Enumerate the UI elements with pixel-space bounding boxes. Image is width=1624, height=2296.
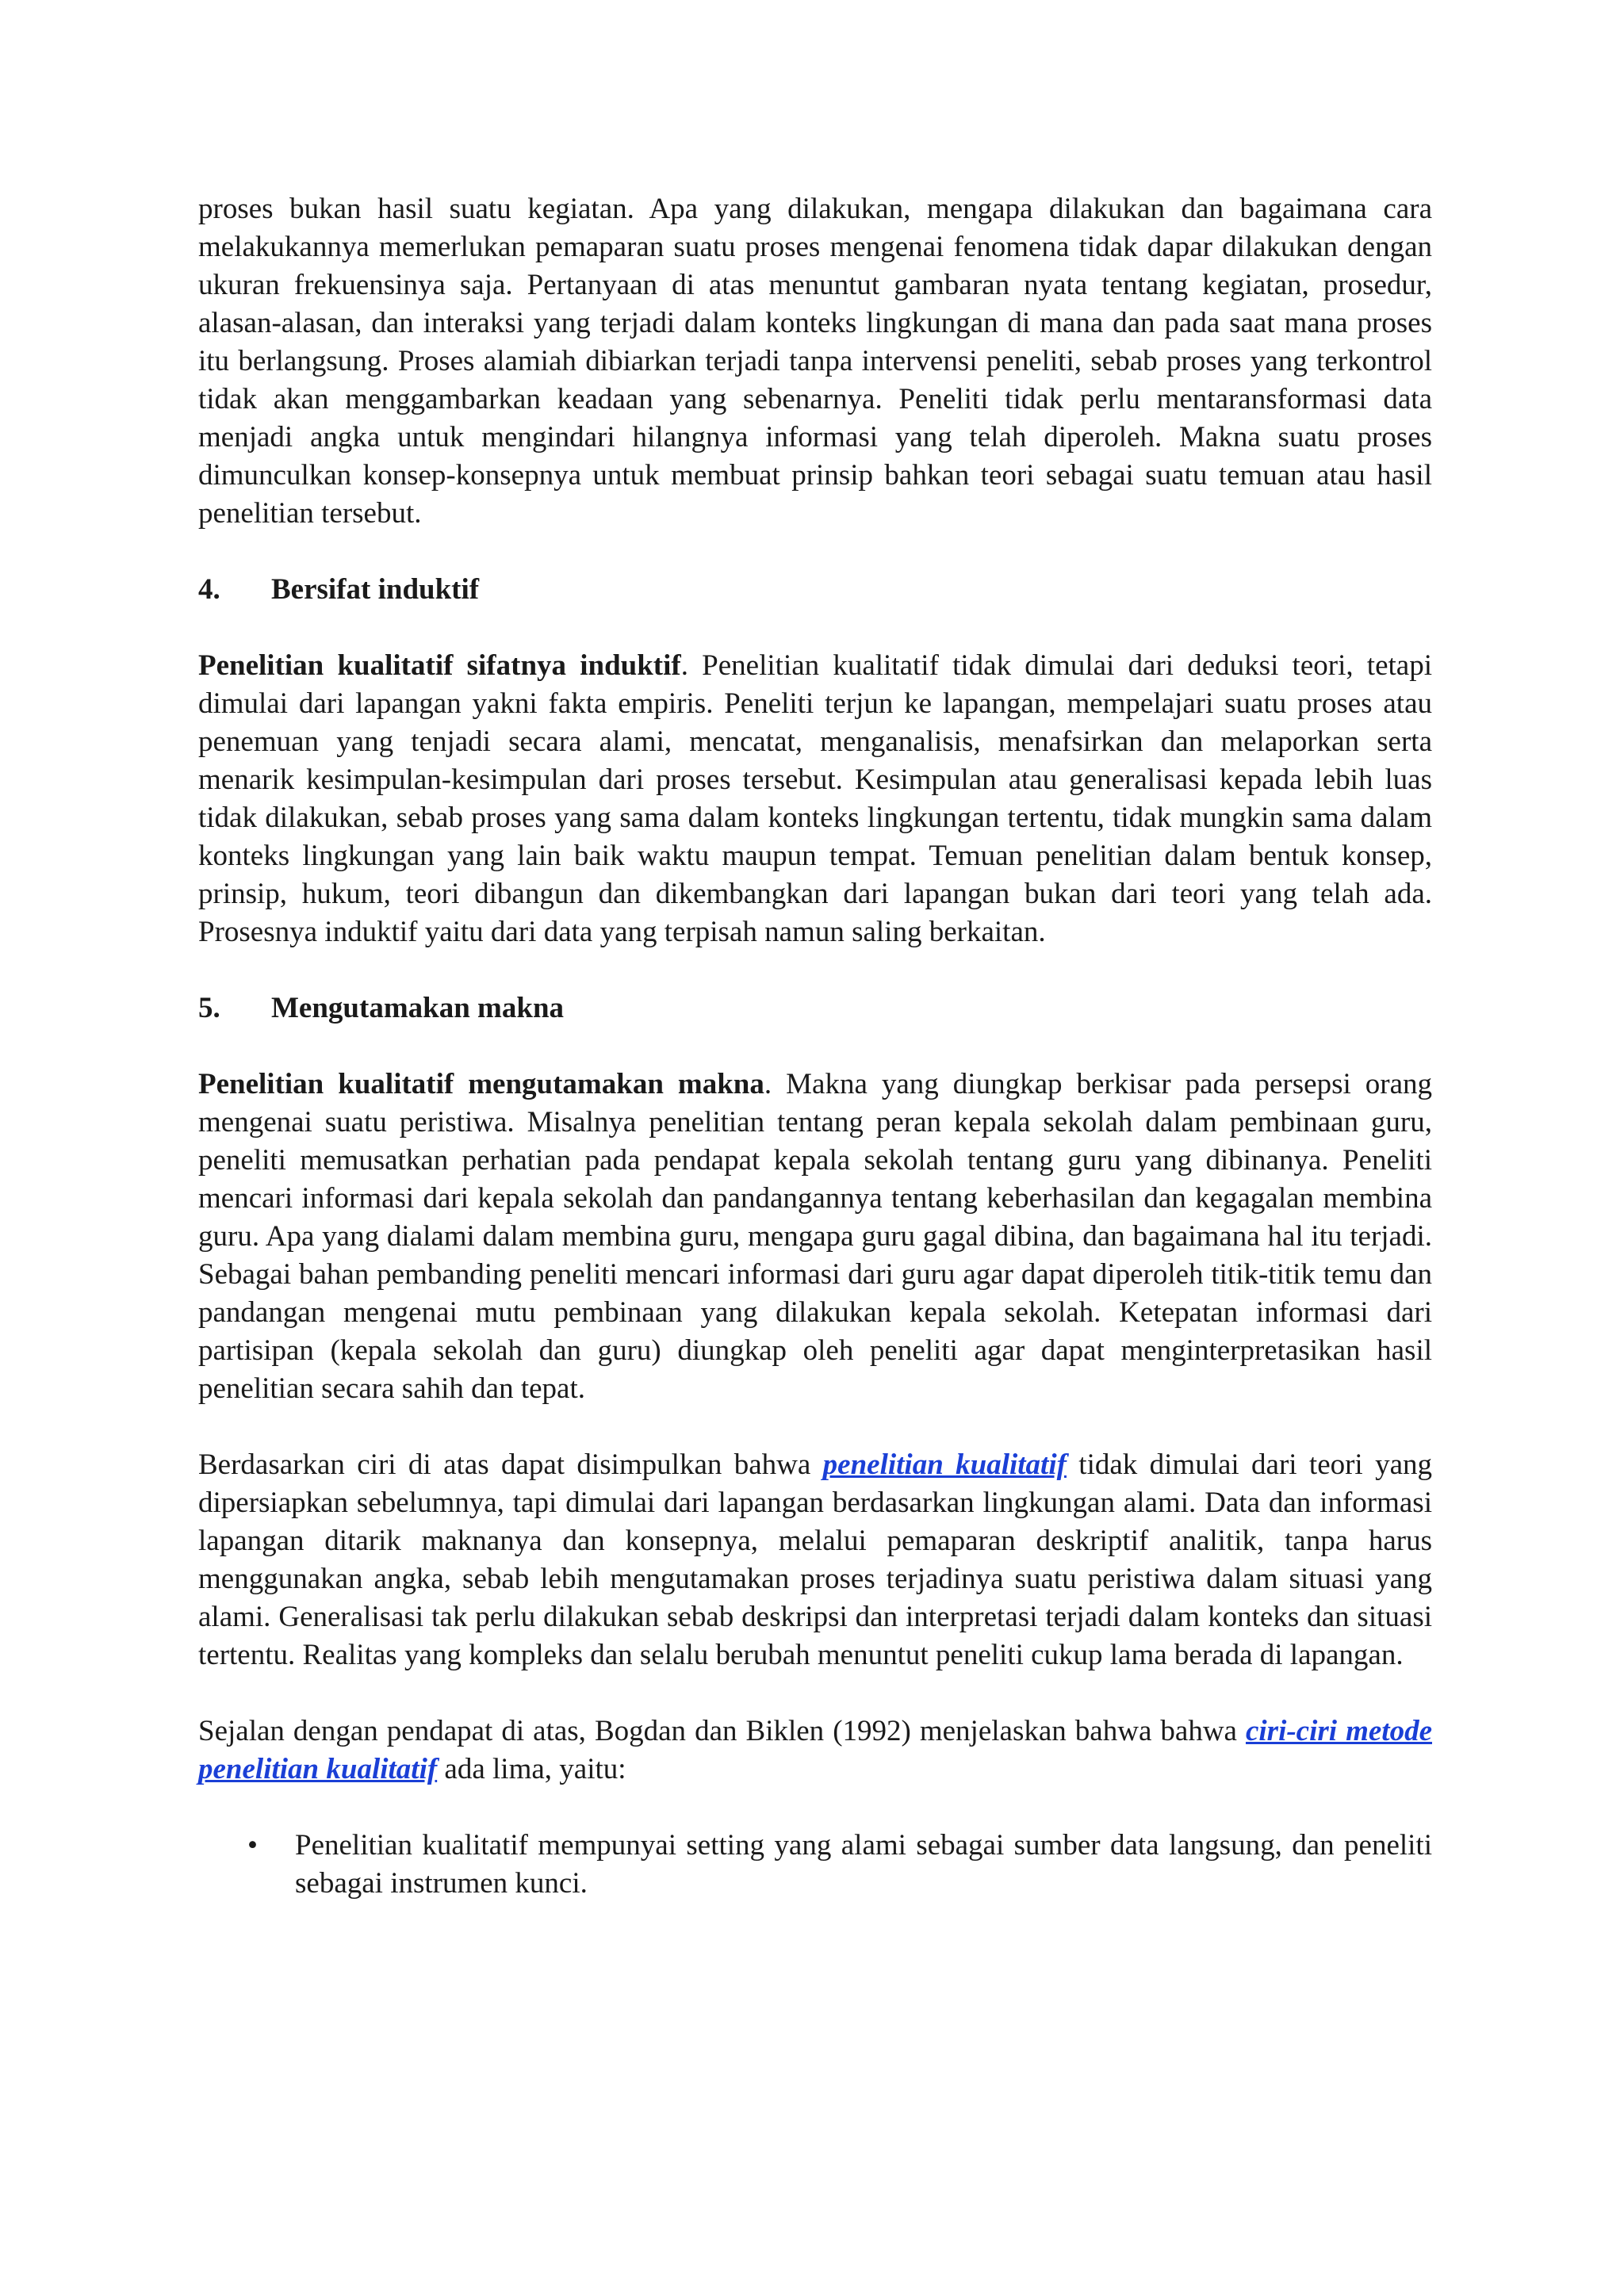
list-item (198, 1827, 1432, 1903)
section-5-paragraph (198, 1066, 1432, 1408)
section-4-lead: Penelitian kualitatif sifatnya induktif (198, 649, 681, 682)
section-5-number: 5. (198, 992, 220, 1024)
section-4-number: 4. (198, 573, 220, 606)
section-4-title: Bersifat induktif (271, 573, 480, 606)
bullet-icon: • (247, 1829, 258, 1862)
bogdan-paragraph (198, 1712, 1432, 1789)
conclusion-paragraph (198, 1446, 1432, 1674)
list-item-text: Penelitian kualitatif mempunyai setting yang alami sebagai sumber data langsung, dan peneliti sebagai instrumen kunci. (295, 1829, 1432, 1900)
conclusion-text-after: tidak dimulai dari teori yang dipersiapkan sebelumnya, tapi dimulai dari lapangan berdasarkan lingkungan alami. Data dan informasi lapangan ditarik maknanya dan konsepnya, melalui pemaparan deskriptif analitik, tanpa harus menggunakan angka, sebab lebih mengutamakan proses terjadinya suatu peristiwa dalam situasi yang alami. Generalisasi tak perlu dilakukan sebab deskripsi dan interpretasi terjadi dalam konteks dan situasi tertentu. Realitas yang kompleks dan selalu berubah menuntut peneliti cukup lama berada di lapangan. (198, 1448, 1432, 1671)
section-4-body: . Penelitian kualitatif tidak dimulai dari deduksi teori, tetapi dimulai dari lapangan yakni fakta empiris. Peneliti terjun ke lapangan, mempelajari suatu proses atau penemuan yang tenjadi secara alami, mencatat, menganalisis, menafsirkan dan melaporkan serta menarik kesimpulan-kesimpulan dari proses tersebut. Kesimpulan atau generalisasi kepada lebih luas tidak dilakukan, sebab proses yang sama dalam konteks lingkungan tertentu, tidak mungkin sama dalam konteks lingkungan yang lain baik waktu maupun tempat. Temuan penelitian dalam bentuk konsep, prinsip, hukum, teori dibangun dan dikembangkan dari lapangan bukan dari teori yang telah ada. Prosesnya induktif yaitu dari data yang terpisah namun saling berkaitan. (198, 649, 1432, 948)
penelitian-kualitatif-link[interactable]: penelitian kualitatif (822, 1448, 1067, 1481)
bogdan-text-after: ada lima, yaitu: (437, 1753, 626, 1785)
section-5-body: . Makna yang diungkap berkisar pada persepsi orang mengenai suatu peristiwa. Misalnya penelitian tentang peran kepala sekolah dalam pembinaan guru, peneliti memusatkan perhatian pada pendapat kepala sekolah tentang guru yang dibinanya. Peneliti mencari informasi dari kepala sekolah dan pandangannya tentang keberhasilan dan kegagalan membina guru. Apa yang dialami dalam membina guru, mengapa guru gagal dibina, dan bagaimana hal itu terjadi. Sebagai bahan pembanding peneliti mencari informasi dari guru agar dapat diperoleh titik-titik temu dan pandangan mengenai mutu pembinaan yang dilakukan kepala sekolah. Ketepatan informasi dari partisipan (kepala sekolah dan guru) diungkap oleh peneliti agar dapat menginterpretasikan hasil penelitian secara sahih dan tepat. (198, 1068, 1432, 1405)
paragraph-proses: proses bukan hasil suatu kegiatan. Apa yang dilakukan, mengapa dilakukan dan bagaimana cara melakukannya memerlukan pemaparan suatu proses mengenai fenomena tidak dapar dilakukan dengan ukuran frekuensinya saja. Pertanyaan di atas menuntut gambaran nyata tentang kegiatan, prosedur, alasan-alasan, dan interaksi yang terjadi dalam konteks lingkungan di mana dan pada saat mana proses itu berlangsung. Proses alamiah dibiarkan terjadi tanpa intervensi peneliti, sebab proses yang terkontrol tidak akan menggambarkan keadaan yang sebenarnya. Peneliti tidak perlu mentaransformasi data menjadi angka untuk mengindari hilangnya informasi yang telah diperoleh. Makna suatu proses dimunculkan konsep-konsepnya untuk membuat prinsip bahkan teori sebagai suatu temuan atau hasil penelitian tersebut. (198, 193, 1432, 530)
section-5-lead: Penelitian kualitatif mengutamakan makna (198, 1068, 764, 1100)
conclusion-text-before: Berdasarkan ciri di atas dapat disimpulkan bahwa (198, 1448, 823, 1481)
document-page (198, 190, 1432, 1903)
bogdan-text-before: Sejalan dengan pendapat di atas, Bogdan dan Biklen (1992) menjelaskan bahwa bahwa (198, 1715, 1246, 1747)
section-5-heading (198, 989, 1432, 1027)
section-4-heading (198, 571, 1432, 609)
section-4-paragraph (198, 647, 1432, 951)
section-5-title: Mengutamakan makna (271, 992, 565, 1024)
ciri-ciri-metode-link[interactable]: ciri-ciri metode penelitian kualitatif (198, 1715, 1432, 1785)
characteristics-list (198, 1827, 1432, 1903)
